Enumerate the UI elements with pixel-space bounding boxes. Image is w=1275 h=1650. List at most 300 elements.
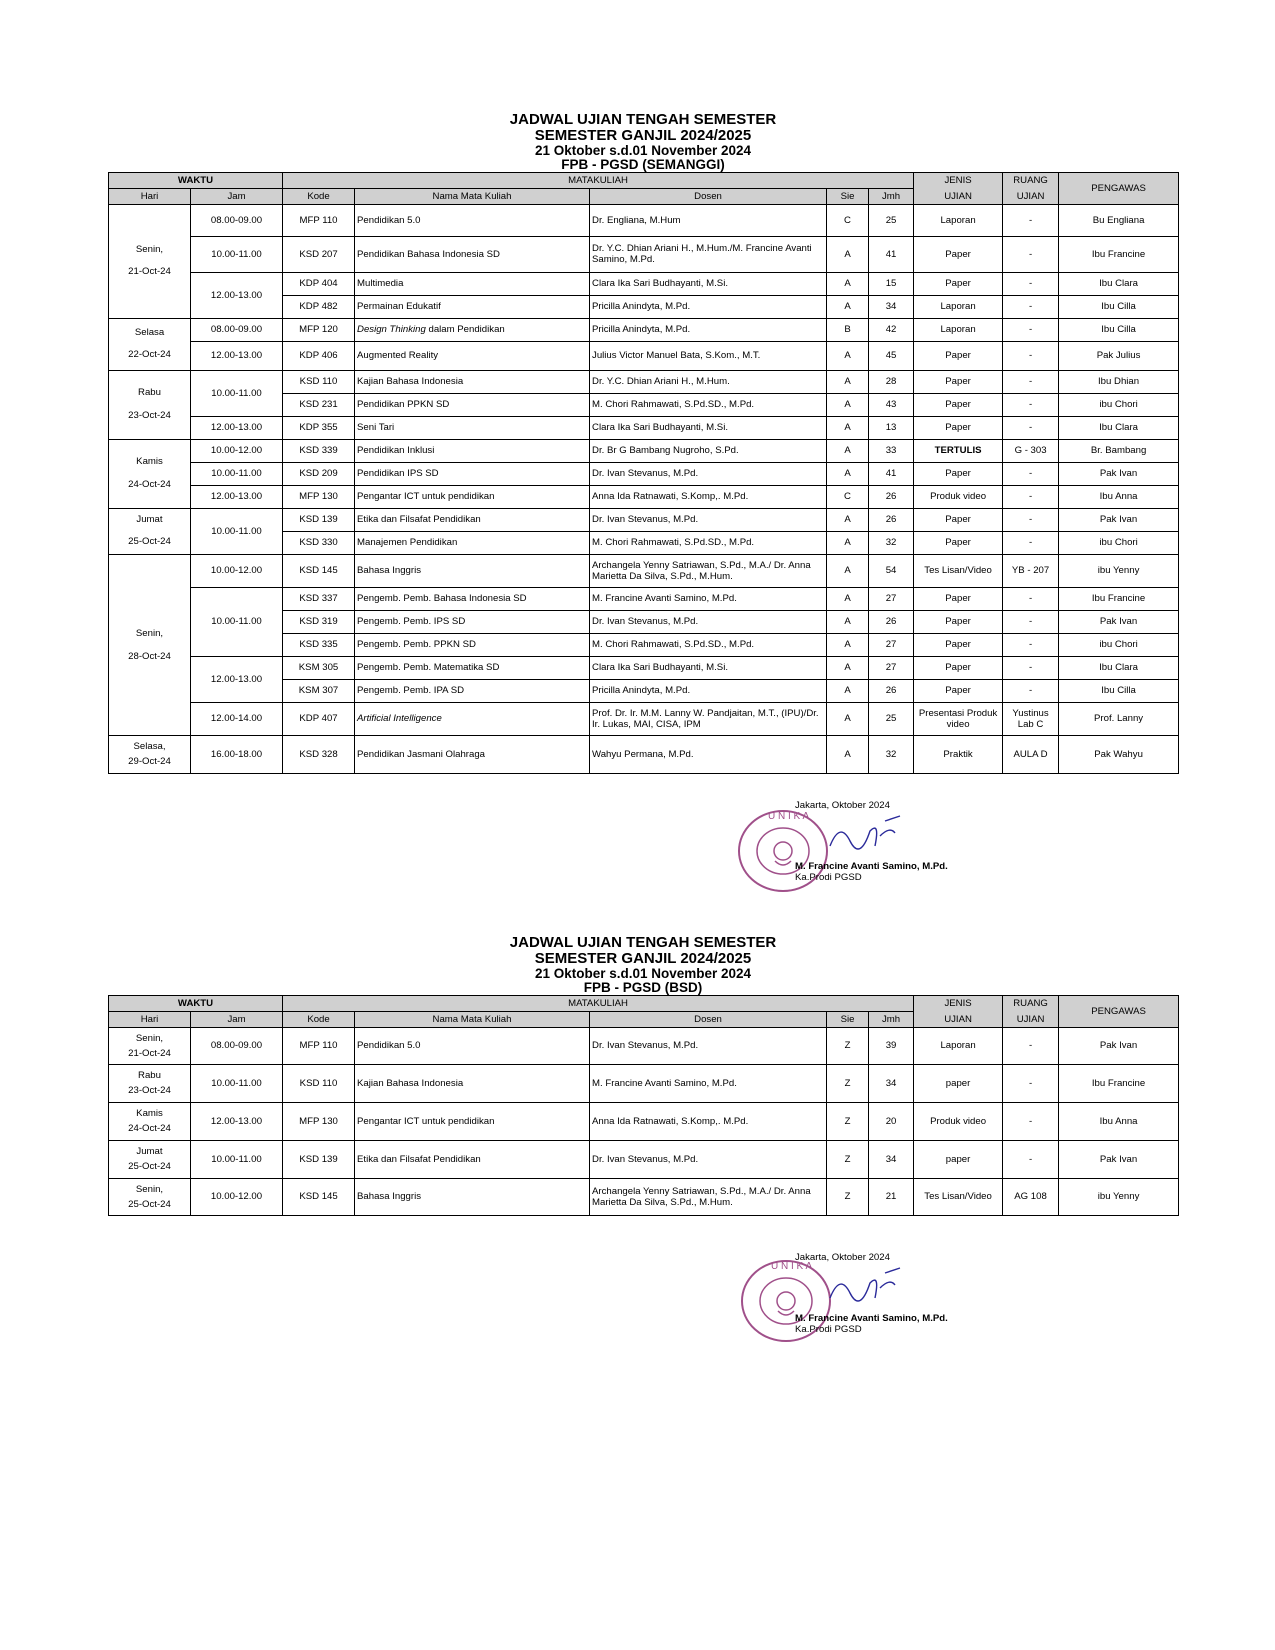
cell-jenis: Paper xyxy=(914,370,1003,393)
cell-jenis: Paper xyxy=(914,341,1003,370)
table-row xyxy=(109,236,1179,272)
cell-dosen: Pricilla Anindyta, M.Pd. xyxy=(590,679,827,702)
cell-kode: KSD 145 xyxy=(283,554,355,587)
hari-label: 28-Oct-24 xyxy=(128,650,171,662)
cell-hari xyxy=(109,554,191,735)
cell-ruang: - xyxy=(1003,633,1059,656)
cell-nama: Pengemb. Pemb. IPA SD xyxy=(355,679,590,702)
cell-jenis: Laporan xyxy=(914,318,1003,341)
cell-nama: Pendidikan Jasmani Olahraga xyxy=(355,735,590,773)
cell-jmh: 21 xyxy=(869,1178,914,1215)
cell-sie: A xyxy=(827,439,869,462)
cell-dosen: Pricilla Anindyta, M.Pd. xyxy=(590,295,827,318)
header-hari: Hari xyxy=(109,1011,191,1027)
cell-pengawas: Ibu Dhian xyxy=(1059,370,1179,393)
cell-jmh: 15 xyxy=(869,272,914,295)
cell-nama: Kajian Bahasa Indonesia xyxy=(355,1064,590,1102)
signature-scribble-icon xyxy=(825,1263,905,1308)
header-kode: Kode xyxy=(283,188,355,204)
cell-jmh: 13 xyxy=(869,416,914,439)
cell-jmh: 27 xyxy=(869,656,914,679)
header-sie: Sie xyxy=(827,1011,869,1027)
cell-nama: Pendidikan PPKN SD xyxy=(355,393,590,416)
cell-dosen: Dr. Y.C. Dhian Ariani H., M.Hum. xyxy=(590,370,827,393)
cell-pengawas: Pak Ivan xyxy=(1059,1140,1179,1178)
cell-hari xyxy=(109,204,191,318)
schedule-table xyxy=(108,995,1179,1216)
title-line-1: JADWAL UJIAN TENGAH SEMESTER xyxy=(509,934,777,951)
cell-nama: Etika dan Filsafat Pendidikan xyxy=(355,1140,590,1178)
cell-ruang: - xyxy=(1003,318,1059,341)
cell-sie: Z xyxy=(827,1064,869,1102)
cell-pengawas: Prof. Lanny xyxy=(1059,702,1179,735)
cell-ruang: - xyxy=(1003,416,1059,439)
cell-nama: Pengantar ICT untuk pendidikan xyxy=(355,1102,590,1140)
cell-hari xyxy=(109,1102,191,1140)
cell-jam: 12.00-13.00 xyxy=(191,656,283,702)
header-matakuliah: MATAKULIAH xyxy=(283,172,914,188)
cell-jenis: Produk video xyxy=(914,485,1003,508)
cell-dosen: Clara Ika Sari Budhayanti, M.Si. xyxy=(590,272,827,295)
cell-ruang: - xyxy=(1003,295,1059,318)
cell-jam: 10.00-12.00 xyxy=(191,439,283,462)
cell-jenis: Paper xyxy=(914,393,1003,416)
hari-label: 23-Oct-24 xyxy=(128,1085,171,1097)
cell-pengawas: Ibu Anna xyxy=(1059,1102,1179,1140)
table-row xyxy=(109,272,1179,295)
svg-text:U N I K A: U N I K A xyxy=(771,1261,813,1272)
cell-jmh: 25 xyxy=(869,204,914,236)
signature-city-date: Jakarta, Oktober 2024 xyxy=(795,800,890,811)
table-row xyxy=(109,485,1179,508)
cell-kode: KSD 209 xyxy=(283,462,355,485)
cell-hari xyxy=(109,508,191,554)
cell-jenis: Paper xyxy=(914,587,1003,610)
signature-scribble-icon xyxy=(825,811,905,856)
cell-kode: KSD 145 xyxy=(283,1178,355,1215)
cell-jmh: 42 xyxy=(869,318,914,341)
cell-jenis: Laporan xyxy=(914,1027,1003,1064)
cell-ruang: - xyxy=(1003,1027,1059,1064)
hari-label: Senin, xyxy=(135,243,164,255)
cell-jam: 12.00-13.00 xyxy=(191,416,283,439)
title-line-1: JADWAL UJIAN TENGAH SEMESTER xyxy=(509,111,777,128)
cell-pengawas: ibu Yenny xyxy=(1059,554,1179,587)
title-line-2: SEMESTER GANJIL 2024/2025 xyxy=(534,126,752,144)
cell-sie: Z xyxy=(827,1140,869,1178)
table-row xyxy=(109,318,1179,341)
cell-ruang: AULA D xyxy=(1003,735,1059,773)
cell-nama: Bahasa Inggris xyxy=(355,1178,590,1215)
cell-kode: KSD 231 xyxy=(283,393,355,416)
cell-jenis: Produk video xyxy=(914,1102,1003,1140)
cell-pengawas: Ibu Clara xyxy=(1059,656,1179,679)
cell-sie: A xyxy=(827,554,869,587)
cell-ruang: - xyxy=(1003,485,1059,508)
cell-dosen: M. Chori Rahmawati, S.Pd.SD., M.Pd. xyxy=(590,531,827,554)
cell-sie: A xyxy=(827,272,869,295)
cell-sie: A xyxy=(827,236,869,272)
cell-jam: 08.00-09.00 xyxy=(191,1027,283,1064)
hari-label: 22-Oct-24 xyxy=(128,349,171,361)
document-title xyxy=(108,112,1178,172)
cell-nama: Pengemb. Pemb. Matematika SD xyxy=(355,656,590,679)
hari-label: 25-Oct-24 xyxy=(128,536,171,548)
cell-pengawas: ibu Chori xyxy=(1059,393,1179,416)
cell-jenis: paper xyxy=(914,1064,1003,1102)
cell-ruang: - xyxy=(1003,656,1059,679)
cell-pengawas: Pak Ivan xyxy=(1059,610,1179,633)
cell-dosen: Dr. Ivan Stevanus, M.Pd. xyxy=(590,462,827,485)
header-hari: Hari xyxy=(109,188,191,204)
header-sie: Sie xyxy=(827,188,869,204)
signatory-name: M. Francine Avanti Samino, M.Pd. xyxy=(795,861,948,872)
table-row xyxy=(109,439,1179,462)
header-pengawas: PENGAWAS xyxy=(1059,995,1179,1027)
cell-sie: Z xyxy=(827,1027,869,1064)
cell-nama-italic: Artificial Intelligence xyxy=(357,713,442,725)
cell-ruang: G - 303 xyxy=(1003,439,1059,462)
cell-dosen: Clara Ika Sari Budhayanti, M.Si. xyxy=(590,656,827,679)
cell-dosen: Pricilla Anindyta, M.Pd. xyxy=(590,318,827,341)
title-line-4: FPB - PGSD (BSD) xyxy=(583,979,703,995)
cell-ruang: - xyxy=(1003,679,1059,702)
cell-jenis: Laporan xyxy=(914,204,1003,236)
cell-kode: KSD 110 xyxy=(283,370,355,393)
cell-pengawas: Ibu Clara xyxy=(1059,272,1179,295)
cell-sie: Z xyxy=(827,1178,869,1215)
cell-hari xyxy=(109,318,191,370)
cell-jenis: Paper xyxy=(914,679,1003,702)
hari-label: 24-Oct-24 xyxy=(128,478,171,490)
cell-jenis: paper xyxy=(914,1140,1003,1178)
cell-ruang: - xyxy=(1003,587,1059,610)
cell-sie: A xyxy=(827,370,869,393)
header-jmh: Jmh xyxy=(869,1011,914,1027)
cell-sie: A xyxy=(827,610,869,633)
header-jenis: JENIS xyxy=(914,172,1003,188)
hari-label: Selasa xyxy=(134,326,165,338)
hari-label: Senin, xyxy=(135,1032,164,1044)
cell-jenis: Paper xyxy=(914,272,1003,295)
cell-nama: Permainan Edukatif xyxy=(355,295,590,318)
cell-jmh: 26 xyxy=(869,508,914,531)
cell-jam: 12.00-13.00 xyxy=(191,272,283,318)
cell-jmh: 26 xyxy=(869,610,914,633)
cell-jmh: 34 xyxy=(869,295,914,318)
cell-kode: KSD 328 xyxy=(283,735,355,773)
cell-sie: A xyxy=(827,462,869,485)
header-dosen: Dosen xyxy=(590,188,827,204)
cell-nama: Pendidikan IPS SD xyxy=(355,462,590,485)
cell-kode: MFP 110 xyxy=(283,204,355,236)
cell-hari xyxy=(109,1064,191,1102)
cell-pengawas: Ibu Francine xyxy=(1059,1064,1179,1102)
cell-jmh: 28 xyxy=(869,370,914,393)
cell-dosen: M. Chori Rahmawati, S.Pd.SD., M.Pd. xyxy=(590,393,827,416)
cell-jmh: 33 xyxy=(869,439,914,462)
table-row xyxy=(109,1102,1179,1140)
cell-sie: A xyxy=(827,633,869,656)
cell-pengawas: Ibu Francine xyxy=(1059,236,1179,272)
cell-jmh: 27 xyxy=(869,587,914,610)
header-waktu: WAKTU xyxy=(109,995,283,1011)
cell-ruang: AG 108 xyxy=(1003,1178,1059,1215)
cell-dosen: Archangela Yenny Satriawan, S.Pd., M.A./ Dr. Anna Marietta Da Silva, S.Pd., M.Hum. xyxy=(590,554,827,587)
title-line-3: 21 Oktober s.d.01 November 2024 xyxy=(534,965,752,981)
cell-jenis: Laporan xyxy=(914,295,1003,318)
cell-pengawas: Pak Wahyu xyxy=(1059,735,1179,773)
cell-sie: A xyxy=(827,702,869,735)
table-row xyxy=(109,554,1179,587)
cell-dosen: Anna Ida Ratnawati, S.Komp,. M.Pd. xyxy=(590,1102,827,1140)
cell-jam: 10.00-11.00 xyxy=(191,508,283,554)
header-kode: Kode xyxy=(283,1011,355,1027)
cell-nama: Pengemb. Pemb. IPS SD xyxy=(355,610,590,633)
hari-label: Senin, xyxy=(135,627,164,639)
cell-nama-rest: dalam Pendidikan xyxy=(425,324,505,336)
cell-dosen: M. Francine Avanti Samino, M.Pd. xyxy=(590,587,827,610)
cell-jam: 16.00-18.00 xyxy=(191,735,283,773)
table-row xyxy=(109,702,1179,735)
schedule-table xyxy=(108,172,1179,774)
cell-kode: KDP 482 xyxy=(283,295,355,318)
table-row xyxy=(109,416,1179,439)
cell-jmh: 34 xyxy=(869,1140,914,1178)
cell-jenis: Paper xyxy=(914,416,1003,439)
cell-kode: KSD 339 xyxy=(283,439,355,462)
cell-dosen: Anna Ida Ratnawati, S.Komp,. M.Pd. xyxy=(590,485,827,508)
cell-ruang: Yustinus Lab C xyxy=(1003,702,1059,735)
signature-city-date: Jakarta, Oktober 2024 xyxy=(795,1252,890,1263)
cell-hari xyxy=(109,735,191,773)
cell-jam: 12.00-13.00 xyxy=(191,341,283,370)
cell-jmh: 27 xyxy=(869,633,914,656)
header-dosen: Dosen xyxy=(590,1011,827,1027)
cell-sie: A xyxy=(827,679,869,702)
cell-nama: Pendidikan Bahasa Indonesia SD xyxy=(355,236,590,272)
cell-jmh: 45 xyxy=(869,341,914,370)
cell-ruang: - xyxy=(1003,204,1059,236)
hari-label: Selasa, xyxy=(133,741,166,753)
cell-kode: KSD 330 xyxy=(283,531,355,554)
header-matakuliah: MATAKULIAH xyxy=(283,995,914,1011)
cell-jmh: 32 xyxy=(869,531,914,554)
table-row xyxy=(109,656,1179,679)
table-row xyxy=(109,462,1179,485)
hari-label: 21-Oct-24 xyxy=(128,266,171,278)
cell-jam: 10.00-11.00 xyxy=(191,370,283,416)
cell-pengawas: Ibu Cilla xyxy=(1059,679,1179,702)
cell-jam: 08.00-09.00 xyxy=(191,204,283,236)
cell-sie: A xyxy=(827,341,869,370)
cell-jenis: Praktik xyxy=(914,735,1003,773)
cell-jam: 12.00-14.00 xyxy=(191,702,283,735)
svg-text:U N I K A: U N I K A xyxy=(768,811,810,822)
cell-jmh: 41 xyxy=(869,462,914,485)
cell-sie: B xyxy=(827,318,869,341)
cell-jenis: Paper xyxy=(914,508,1003,531)
cell-sie: A xyxy=(827,295,869,318)
table-row xyxy=(109,1027,1179,1064)
hari-label: Kamis xyxy=(136,1108,163,1119)
cell-jenis: Paper xyxy=(914,462,1003,485)
cell-jam: 12.00-13.00 xyxy=(191,485,283,508)
hari-label: Jumat xyxy=(136,1146,163,1157)
hari-label: 29-Oct-24 xyxy=(128,756,171,768)
hari-label: Jumat xyxy=(136,513,163,525)
cell-jenis: TERTULIS xyxy=(914,439,1003,462)
cell-jam: 08.00-09.00 xyxy=(191,318,283,341)
cell-pengawas: Pak Julius xyxy=(1059,341,1179,370)
hari-label: 25-Oct-24 xyxy=(128,1161,171,1173)
cell-hari xyxy=(109,439,191,508)
cell-kode: KDP 404 xyxy=(283,272,355,295)
cell-pengawas: ibu Yenny xyxy=(1059,1178,1179,1215)
cell-ruang: - xyxy=(1003,610,1059,633)
cell-pengawas: Pak Ivan xyxy=(1059,508,1179,531)
hari-label: Kamis xyxy=(136,456,163,468)
table-row xyxy=(109,508,1179,531)
cell-nama: Pengemb. Pemb. Bahasa Indonesia SD xyxy=(355,587,590,610)
header-ruang-ujian: UJIAN xyxy=(1003,188,1059,204)
cell-hari xyxy=(109,370,191,439)
hari-label: 24-Oct-24 xyxy=(128,1123,171,1135)
hari-label: Rabu xyxy=(138,387,161,399)
table-row xyxy=(109,735,1179,773)
cell-kode: KDP 407 xyxy=(283,702,355,735)
cell-dosen: Dr. Engliana, M.Hum xyxy=(590,204,827,236)
cell-sie: C xyxy=(827,204,869,236)
signatory-title: Ka.Prodi PGSD xyxy=(795,872,862,883)
cell-jmh: 32 xyxy=(869,735,914,773)
cell-ruang: - xyxy=(1003,531,1059,554)
signature-block xyxy=(795,800,948,883)
cell-jmh: 26 xyxy=(869,679,914,702)
cell-sie: A xyxy=(827,587,869,610)
cell-dosen: Prof. Dr. Ir. M.M. Lanny W. Pandjaitan, M.T., (IPU)/Dr. Ir. Lukas, MAI, CISA, IPM xyxy=(590,702,827,735)
cell-jenis: Paper xyxy=(914,656,1003,679)
header-ruang-ujian: UJIAN xyxy=(1003,1011,1059,1027)
cell-hari xyxy=(109,1027,191,1064)
cell-jam: 10.00-11.00 xyxy=(191,587,283,656)
cell-kode: KSD 337 xyxy=(283,587,355,610)
cell-kode: KSD 139 xyxy=(283,508,355,531)
cell-sie: A xyxy=(827,508,869,531)
cell-sie: A xyxy=(827,416,869,439)
cell-kode: KDP 355 xyxy=(283,416,355,439)
cell-kode: MFP 130 xyxy=(283,485,355,508)
cell-ruang: - xyxy=(1003,1140,1059,1178)
cell-sie: A xyxy=(827,393,869,416)
cell-hari xyxy=(109,1178,191,1215)
cell-nama-italic: Design Thinking xyxy=(357,324,426,336)
cell-kode: KDP 406 xyxy=(283,341,355,370)
header-ruang: RUANG xyxy=(1003,172,1059,188)
cell-ruang: - xyxy=(1003,236,1059,272)
table-row xyxy=(109,587,1179,610)
cell-dosen: Dr. Ivan Stevanus, M.Pd. xyxy=(590,610,827,633)
signatory-name: M. Francine Avanti Samino, M.Pd. xyxy=(795,1313,948,1324)
header-waktu: WAKTU xyxy=(109,172,283,188)
document-title xyxy=(108,935,1178,995)
hari-label: Rabu xyxy=(138,1070,161,1081)
cell-pengawas: Pak Ivan xyxy=(1059,462,1179,485)
cell-jenis: Paper xyxy=(914,633,1003,656)
cell-nama: Multimedia xyxy=(355,272,590,295)
cell-kode: KSD 319 xyxy=(283,610,355,633)
cell-pengawas: Ibu Francine xyxy=(1059,587,1179,610)
header-jam: Jam xyxy=(191,188,283,204)
cell-nama: Manajemen Pendidikan xyxy=(355,531,590,554)
cell-jam: 10.00-11.00 xyxy=(191,236,283,272)
cell-pengawas: Ibu Cilla xyxy=(1059,318,1179,341)
cell-jmh: 54 xyxy=(869,554,914,587)
cell-ruang: - xyxy=(1003,341,1059,370)
cell-pengawas: ibu Chori xyxy=(1059,531,1179,554)
cell-jmh: 25 xyxy=(869,702,914,735)
cell-jenis: Paper xyxy=(914,531,1003,554)
cell-kode: MFP 130 xyxy=(283,1102,355,1140)
cell-sie: C xyxy=(827,485,869,508)
cell-jmh: 39 xyxy=(869,1027,914,1064)
cell-nama: Pengemb. Pemb. PPKN SD xyxy=(355,633,590,656)
hari-label: Senin, xyxy=(135,1183,164,1195)
cell-jam: 10.00-11.00 xyxy=(191,462,283,485)
cell-ruang: - xyxy=(1003,462,1059,485)
cell-kode: KSD 139 xyxy=(283,1140,355,1178)
header-nama: Nama Mata Kuliah xyxy=(355,1011,590,1027)
cell-ruang: - xyxy=(1003,393,1059,416)
cell-nama: Pendidikan Inklusi xyxy=(355,439,590,462)
cell-pengawas: Ibu Anna xyxy=(1059,485,1179,508)
cell-pengawas: Pak Ivan xyxy=(1059,1027,1179,1064)
header-ruang: RUANG xyxy=(1003,995,1059,1011)
cell-sie: A xyxy=(827,735,869,773)
cell-ruang: YB - 207 xyxy=(1003,554,1059,587)
cell-sie: A xyxy=(827,656,869,679)
signature-block xyxy=(795,1252,948,1335)
cell-pengawas: Ibu Clara xyxy=(1059,416,1179,439)
cell-jmh: 43 xyxy=(869,393,914,416)
cell-nama: Kajian Bahasa Indonesia xyxy=(355,370,590,393)
cell-nama: Pengantar ICT untuk pendidikan xyxy=(355,485,590,508)
cell-dosen: Archangela Yenny Satriawan, S.Pd., M.A./ Dr. Anna Marietta Da Silva, S.Pd., M.Hum. xyxy=(590,1178,827,1215)
cell-dosen: Wahyu Permana, M.Pd. xyxy=(590,735,827,773)
cell-dosen: Dr. Br G Bambang Nugroho, S.Pd. xyxy=(590,439,827,462)
cell-dosen: Clara Ika Sari Budhayanti, M.Si. xyxy=(590,416,827,439)
table-row xyxy=(109,1178,1179,1215)
hari-label: 25-Oct-24 xyxy=(128,1198,171,1210)
header-jam: Jam xyxy=(191,1011,283,1027)
header-nama: Nama Mata Kuliah xyxy=(355,188,590,204)
header-ujian: UJIAN xyxy=(914,1011,1003,1027)
cell-kode: KSD 110 xyxy=(283,1064,355,1102)
cell-sie: A xyxy=(827,531,869,554)
header-jmh: Jmh xyxy=(869,188,914,204)
cell-nama: Etika dan Filsafat Pendidikan xyxy=(355,508,590,531)
title-line-2: SEMESTER GANJIL 2024/2025 xyxy=(534,949,752,967)
cell-jmh: 41 xyxy=(869,236,914,272)
cell-jam: 10.00-11.00 xyxy=(191,1140,283,1178)
header-ujian: UJIAN xyxy=(914,188,1003,204)
header-pengawas: PENGAWAS xyxy=(1059,172,1179,204)
cell-dosen: Dr. Y.C. Dhian Ariani H., M.Hum./M. Francine Avanti Samino, M.Pd. xyxy=(590,236,827,272)
cell-kode: KSD 207 xyxy=(283,236,355,272)
cell-nama: Bahasa Inggris xyxy=(355,554,590,587)
cell-kode: KSM 305 xyxy=(283,656,355,679)
cell-ruang: - xyxy=(1003,272,1059,295)
